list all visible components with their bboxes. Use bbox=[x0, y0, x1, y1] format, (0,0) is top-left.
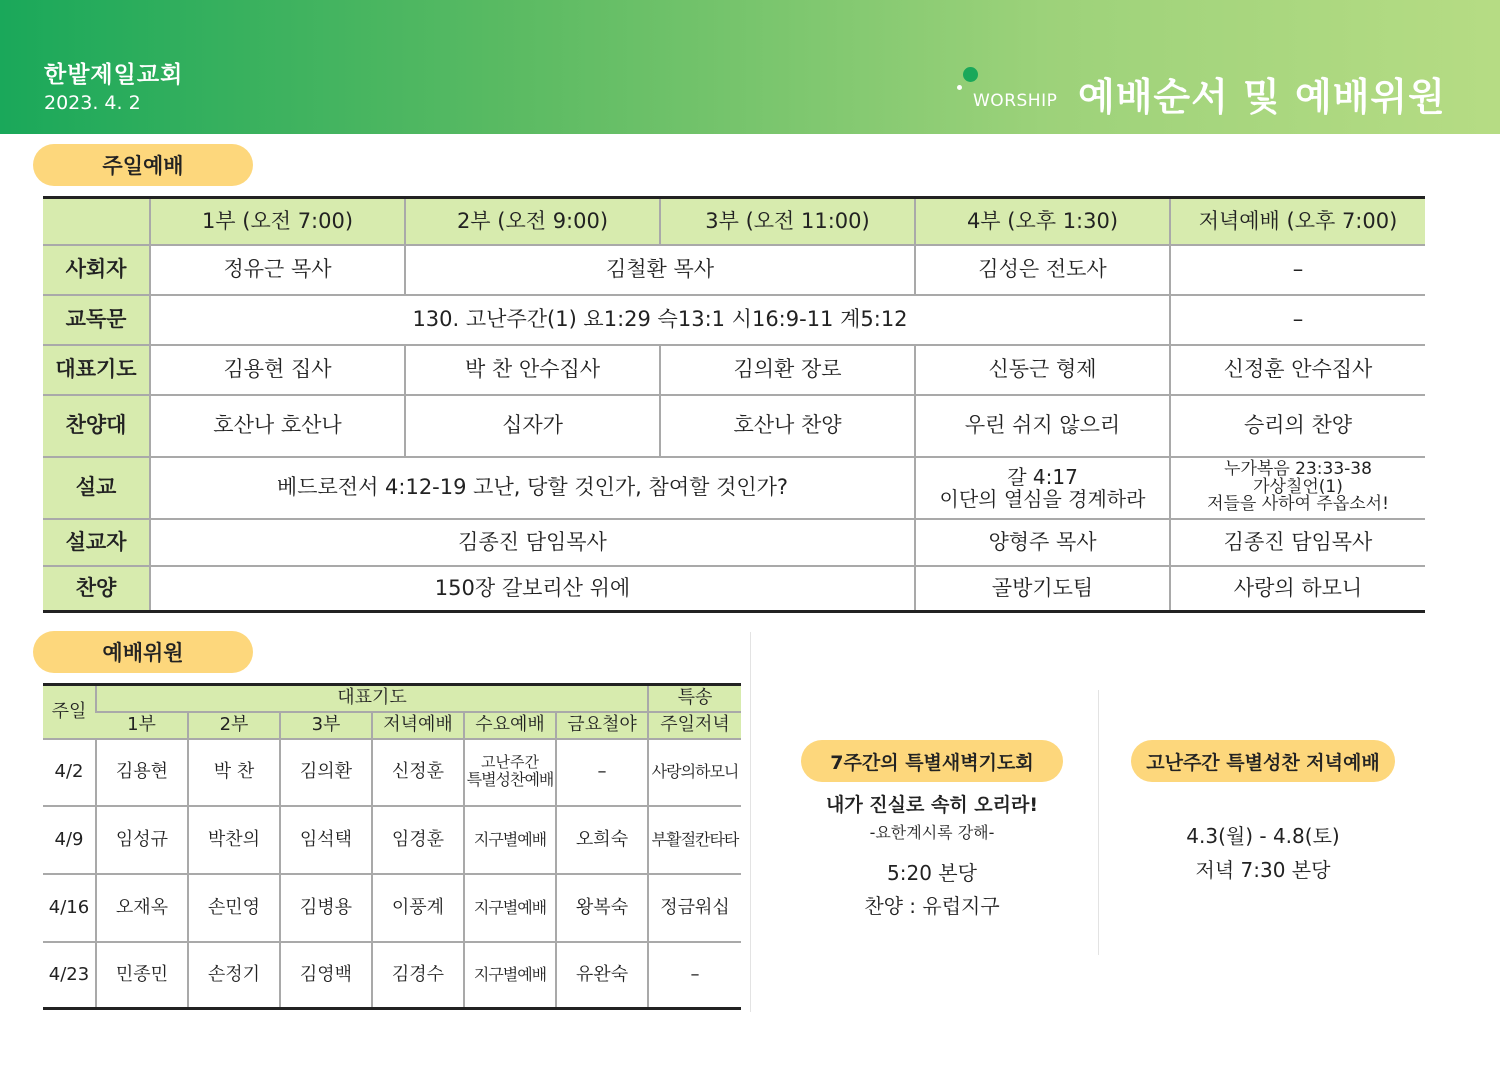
table-row bbox=[43, 345, 1425, 395]
cell: 지구별예배 bbox=[464, 806, 556, 874]
white-dot-icon bbox=[957, 85, 962, 90]
date-cell: 4/9 bbox=[43, 806, 96, 874]
dawn-prayer-time: 5:20 본당 bbox=[887, 861, 977, 885]
table-row bbox=[43, 739, 741, 806]
cell: 유완숙 bbox=[556, 942, 648, 1009]
col-service-3: 3부 (오전 11:00) bbox=[660, 198, 915, 245]
cell: – bbox=[1170, 245, 1425, 295]
cell: – bbox=[648, 942, 741, 1009]
table-row bbox=[43, 457, 1425, 519]
cell: 십자가 bbox=[405, 395, 660, 457]
col-service-2: 2부 (오전 9:00) bbox=[405, 198, 660, 245]
header-sunday: 주일 bbox=[43, 685, 96, 739]
cell: – bbox=[1170, 295, 1425, 345]
sunday-worship-heading: 주일예배 bbox=[33, 144, 253, 186]
table-row bbox=[43, 806, 741, 874]
cell: 박 찬 bbox=[188, 739, 280, 806]
sub-header: 금요철야 bbox=[556, 712, 648, 739]
church-name: 한밭제일교회 bbox=[44, 62, 184, 88]
cell: 김철환 목사 bbox=[405, 245, 915, 295]
sub-header: 1부 bbox=[96, 712, 188, 739]
cell: 130. 고난주간(1) 요1:29 슥13:1 시16:9-11 계5:12 bbox=[150, 295, 1170, 345]
staff-header-row bbox=[43, 685, 741, 712]
table-row bbox=[43, 519, 1425, 566]
table-row bbox=[43, 874, 741, 942]
cell: 150장 갈보리산 위에 bbox=[150, 566, 915, 612]
dawn-prayer-subtitle: 내가 진실로 속히 오리라! bbox=[825, 794, 1039, 816]
cell: 김의환 bbox=[280, 739, 372, 806]
cell: 김경수 bbox=[372, 942, 464, 1009]
cell: 신동근 형제 bbox=[915, 345, 1170, 395]
dawn-prayer-heading: 7주간의 특별새벽기도회 bbox=[801, 740, 1063, 782]
sub-header: 수요예배 bbox=[464, 712, 556, 739]
cell: 김성은 전도사 bbox=[915, 245, 1170, 295]
staff-table bbox=[43, 683, 741, 1010]
cell: 김용현 bbox=[96, 739, 188, 806]
staff-heading: 예배위원 bbox=[33, 631, 253, 673]
date-cell: 4/2 bbox=[43, 739, 96, 806]
passion-week-time: 저녁 7:30 본당 bbox=[1195, 858, 1331, 882]
sub-header: 저녁예배 bbox=[372, 712, 464, 739]
cell: 우린 쉬지 않으리 bbox=[915, 395, 1170, 457]
sermon-title-line: 이단의 열심을 경계하라 bbox=[939, 486, 1146, 511]
divider bbox=[750, 632, 751, 1012]
cell: 승리의 찬양 bbox=[1170, 395, 1425, 457]
cell: 임경훈 bbox=[372, 806, 464, 874]
row-label: 교독문 bbox=[43, 295, 150, 345]
cell: 오희숙 bbox=[556, 806, 648, 874]
cell: 이풍계 bbox=[372, 874, 464, 942]
col-service-4: 4부 (오후 1:30) bbox=[915, 198, 1170, 245]
section-label-en: WORSHIP bbox=[973, 91, 1058, 111]
divider bbox=[1098, 690, 1099, 955]
cell-line: 특별성찬예배 bbox=[466, 770, 554, 790]
table-row bbox=[43, 395, 1425, 457]
cell: 골방기도팀 bbox=[915, 566, 1170, 612]
staff-subheader-row bbox=[43, 712, 741, 739]
row-label: 찬양 bbox=[43, 566, 150, 612]
cell: 정유근 목사 bbox=[150, 245, 405, 295]
table-row bbox=[43, 295, 1425, 345]
row-label: 사회자 bbox=[43, 245, 150, 295]
cell: 베드로전서 4:12-19 고난, 당할 것인가, 참여할 것인가? bbox=[150, 457, 915, 519]
row-label: 설교자 bbox=[43, 519, 150, 566]
header-banner bbox=[0, 0, 1500, 134]
col-service-1: 1부 (오전 7:00) bbox=[150, 198, 405, 245]
cell: 사랑의 하모니 bbox=[1170, 566, 1425, 612]
cell: 왕복숙 bbox=[556, 874, 648, 942]
cell: 민종민 bbox=[96, 942, 188, 1009]
date-cell: 4/23 bbox=[48, 963, 90, 985]
cell: – bbox=[556, 739, 648, 806]
cell: 오재옥 bbox=[96, 874, 188, 942]
cell bbox=[915, 457, 1170, 519]
header-special: 특송 bbox=[648, 685, 741, 712]
cell: 박찬의 bbox=[188, 806, 280, 874]
row-label: 찬양대 bbox=[43, 395, 150, 457]
cell: 신정훈 안수집사 bbox=[1170, 345, 1425, 395]
cell bbox=[464, 739, 556, 806]
sub-header: 주일저녁 bbox=[648, 712, 741, 739]
sub-header: 2부 bbox=[188, 712, 280, 739]
cell: 김의환 장로 bbox=[660, 345, 915, 395]
date-cell: 4/16 bbox=[43, 874, 96, 942]
cell: 임성규 bbox=[96, 806, 188, 874]
dawn-prayer-series: -요한계시록 강해- bbox=[869, 823, 995, 842]
cell: 김병용 bbox=[280, 874, 372, 942]
cell: 김종진 담임목사 bbox=[1170, 519, 1425, 566]
section-title: 예배순서 및 예배위원 bbox=[1078, 75, 1446, 119]
sermon-text-line: 갈 4:17 bbox=[1007, 464, 1078, 489]
sermon-text-line: 누가복음 23:33-38 bbox=[1224, 458, 1372, 479]
cell: 호산나 호산나 bbox=[150, 395, 405, 457]
cell: 사랑의하모니 bbox=[648, 739, 741, 806]
header-prayer: 대표기도 bbox=[96, 685, 648, 712]
dawn-prayer-praise: 찬양 : 유럽지구 bbox=[864, 894, 1000, 918]
cell: 신정훈 bbox=[372, 739, 464, 806]
cell: 손민영 bbox=[188, 874, 280, 942]
cell: 박 찬 안수집사 bbox=[405, 345, 660, 395]
table-row bbox=[43, 245, 1425, 295]
col-evening: 저녁예배 (오후 7:00) bbox=[1170, 198, 1425, 245]
cell: 손정기 bbox=[188, 942, 280, 1009]
cell-line: 고난주간 bbox=[481, 753, 539, 772]
cell: 지구별예배 bbox=[464, 942, 556, 1009]
sermon-series-line: 가상칠언(1) bbox=[1253, 476, 1343, 497]
sermon-title-line: 저들을 사하여 주옵소서! bbox=[1207, 494, 1389, 515]
cell: 지구별예배 bbox=[464, 874, 556, 942]
table-row bbox=[43, 566, 1425, 612]
cell: 김용현 집사 bbox=[150, 345, 405, 395]
bulletin-date: 2023. 4. 2 bbox=[44, 92, 141, 114]
green-dot-icon bbox=[963, 67, 978, 82]
table-row bbox=[43, 942, 741, 1009]
cell bbox=[1170, 457, 1425, 519]
passion-week-heading: 고난주간 특별성찬 저녁예배 bbox=[1131, 740, 1395, 782]
row-label: 대표기도 bbox=[43, 345, 150, 395]
cell: 김영백 bbox=[280, 942, 372, 1009]
sub-header: 3부 bbox=[280, 712, 372, 739]
cell: 호산나 찬양 bbox=[660, 395, 915, 457]
table-header-row bbox=[43, 198, 1425, 245]
cell: 정금워십 bbox=[648, 874, 741, 942]
cell: 김종진 담임목사 bbox=[150, 519, 915, 566]
cell: 부활절칸타타 bbox=[648, 806, 741, 874]
cell: 양형주 목사 bbox=[915, 519, 1170, 566]
passion-week-dates: 4.3(월) - 4.8(토) bbox=[1186, 824, 1340, 848]
cell: 임석택 bbox=[280, 806, 372, 874]
sunday-schedule-table bbox=[43, 196, 1425, 613]
corner-cell bbox=[43, 198, 150, 245]
row-label: 설교 bbox=[43, 457, 150, 519]
